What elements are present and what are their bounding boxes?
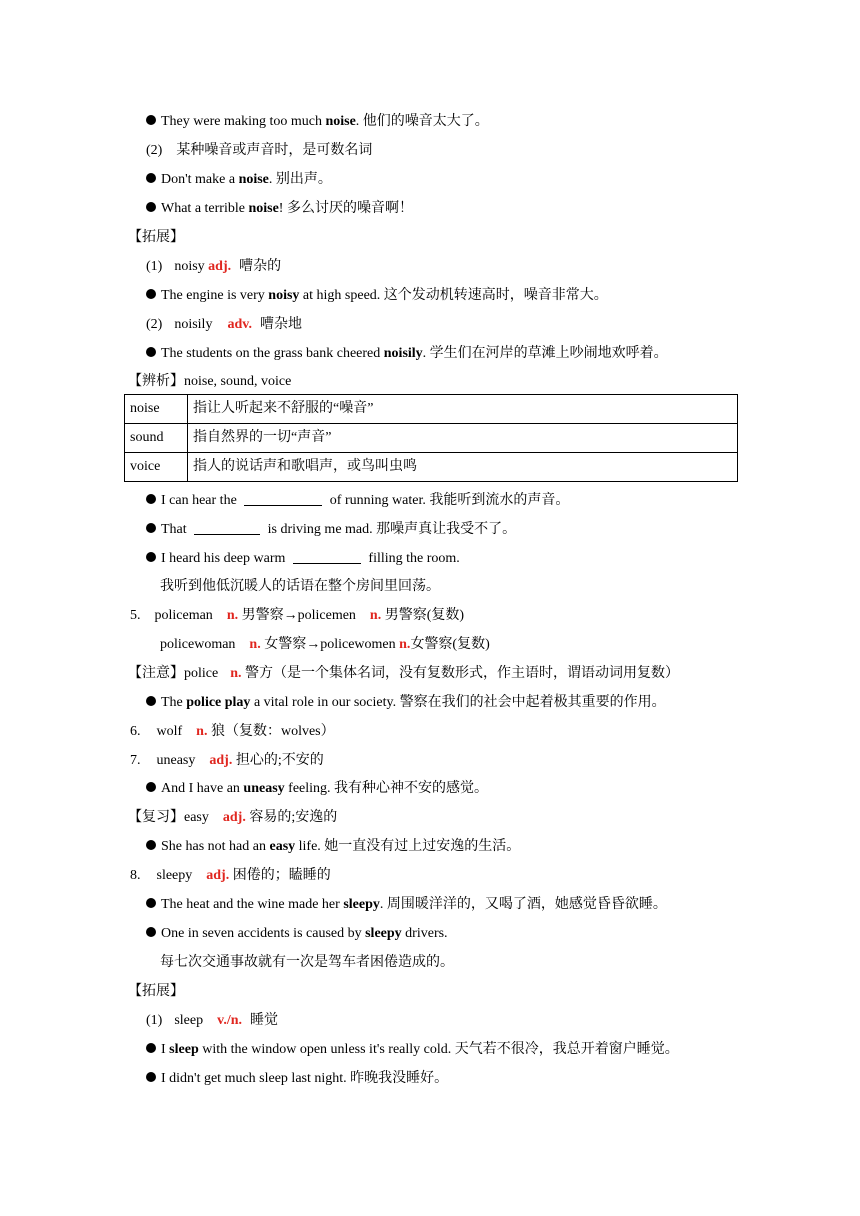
example-sentence: I sleep with the window open unless it's really cold. 天气若不很冷，我总开着窗户睡觉。 [146,1040,679,1060]
exercise-sentence: I heard his deep warm filling the room. [146,549,460,569]
example-sentence: One in seven accidents is caused by sleepy drivers. [146,924,448,944]
vocab-entry-sleep: (1) sleep v./n. 睡觉 [146,1013,278,1028]
bullet-icon [146,552,156,562]
table-cell-desc: 指人的说话声和歌唱声，或鸟叫虫鸣 [188,453,738,482]
section-heading-expand: 【拓展】 [128,230,184,245]
table-cell-desc: 指让人听起来不舒服的“噪音” [188,395,738,424]
example-sentence: They were making too much noise. 他们的噪音太大了。 [146,112,489,132]
section-heading-analysis: 【辨析】noise, sound, voice [128,374,292,389]
table-cell-word: noise [125,395,188,424]
fill-blank [244,491,322,506]
part-of-speech: adj. [222,810,246,825]
part-of-speech: n. [249,637,261,652]
part-of-speech: adj. [208,259,232,274]
example-sentence: She has not had an easy life. 她一直没有过上过安逸的生活。 [146,837,520,857]
vocab-entry-policeman: 5. policeman n. 男警察→policemen n. 男警察(复数) [130,608,465,623]
part-of-speech: n. [230,666,242,681]
example-sentence: The heat and the wine made her sleepy. 周围暖洋洋的，又喝了酒，她感觉昏昏欲睡。 [146,895,667,915]
bullet-icon [146,696,156,706]
exercise-sentence: I can hear the of running water. 我能听到流水的声音。 [146,491,569,511]
note-police: 【注意】police n. 警方（是一个集体名词，没有复数形式，作主语时，谓语动词用复数） [128,666,680,681]
example-sentence: I didn't get much sleep last night. 昨晚我没睡好。 [146,1069,448,1089]
bullet-icon [146,115,156,125]
review-easy: 【复习】easy adj. 容易的;安逸的 [128,810,338,825]
bullet-icon [146,1072,156,1082]
part-of-speech: adj. [209,753,233,768]
table-row [125,453,738,482]
bullet-icon [146,927,156,937]
example-sentence: The police play a vital role in our society. 警察在我们的社会中起着极其重要的作用。 [146,693,666,713]
bullet-icon [146,523,156,533]
fill-blank [293,549,361,564]
exercise-sentence: That is driving me mad. 那噪声真让我受不了。 [146,520,516,540]
table-cell-word: voice [125,453,188,482]
bullet-icon [146,898,156,908]
bullet-icon [146,202,156,212]
bullet-icon [146,840,156,850]
vocab-entry-policewoman: policewoman n. 女警察→policewomen n.女警察(复数) [160,637,490,652]
bullet-icon [146,347,156,357]
usage-note: (2) 某种噪音或声音时，是可数名词 [146,143,373,158]
vocab-entry-uneasy: 7. uneasy adj. 担心的;不安的 [130,753,324,768]
part-of-speech: n. [226,608,239,623]
example-sentence: And I have an uneasy feeling. 我有种心神不安的感觉。 [146,779,488,799]
table-cell-desc: 指自然界的一切“声音” [188,424,738,453]
translation-line: 我听到他低沉暖人的话语在整个房间里回荡。 [160,579,440,594]
bullet-icon [146,289,156,299]
comparison-table [124,394,738,482]
example-sentence: The engine is very noisy at high speed. 这个发动机转速高时，噪音非常大。 [146,286,608,306]
bullet-icon [146,173,156,183]
part-of-speech: n. [369,608,382,623]
vocab-entry: (2) noisily adv. 嘈杂地 [146,317,302,332]
fill-blank [194,520,260,535]
translation-line: 每七次交通事故就有一次是驾车者困倦造成的。 [160,955,454,970]
table-cell-word: sound [125,424,188,453]
example-sentence: Don't make a noise. 别出声。 [146,170,332,190]
bullet-icon [146,782,156,792]
part-of-speech: adj. [206,868,230,883]
bullet-icon [146,494,156,504]
table-row [125,424,738,453]
part-of-speech: n. [399,637,411,652]
table-row [125,395,738,424]
part-of-speech: adv. [227,317,252,332]
vocab-entry-wolf: 6. wolf n. 狼（复数：wolves） [130,724,335,739]
bullet-icon [146,1043,156,1053]
example-sentence: The students on the grass bank cheered noisily. 学生们在河岸的草滩上吵闹地欢呼着。 [146,344,668,364]
vocab-entry-sleepy: 8. sleepy adj. 困倦的；瞌睡的 [130,868,331,883]
part-of-speech: v./n. [217,1013,242,1028]
example-sentence: What a terrible noise! 多么讨厌的噪音啊！ [146,199,413,219]
part-of-speech: n. [196,724,208,739]
vocab-entry: (1) noisy adj. 嘈杂的 [146,259,282,274]
section-heading-expand: 【拓展】 [128,984,184,999]
